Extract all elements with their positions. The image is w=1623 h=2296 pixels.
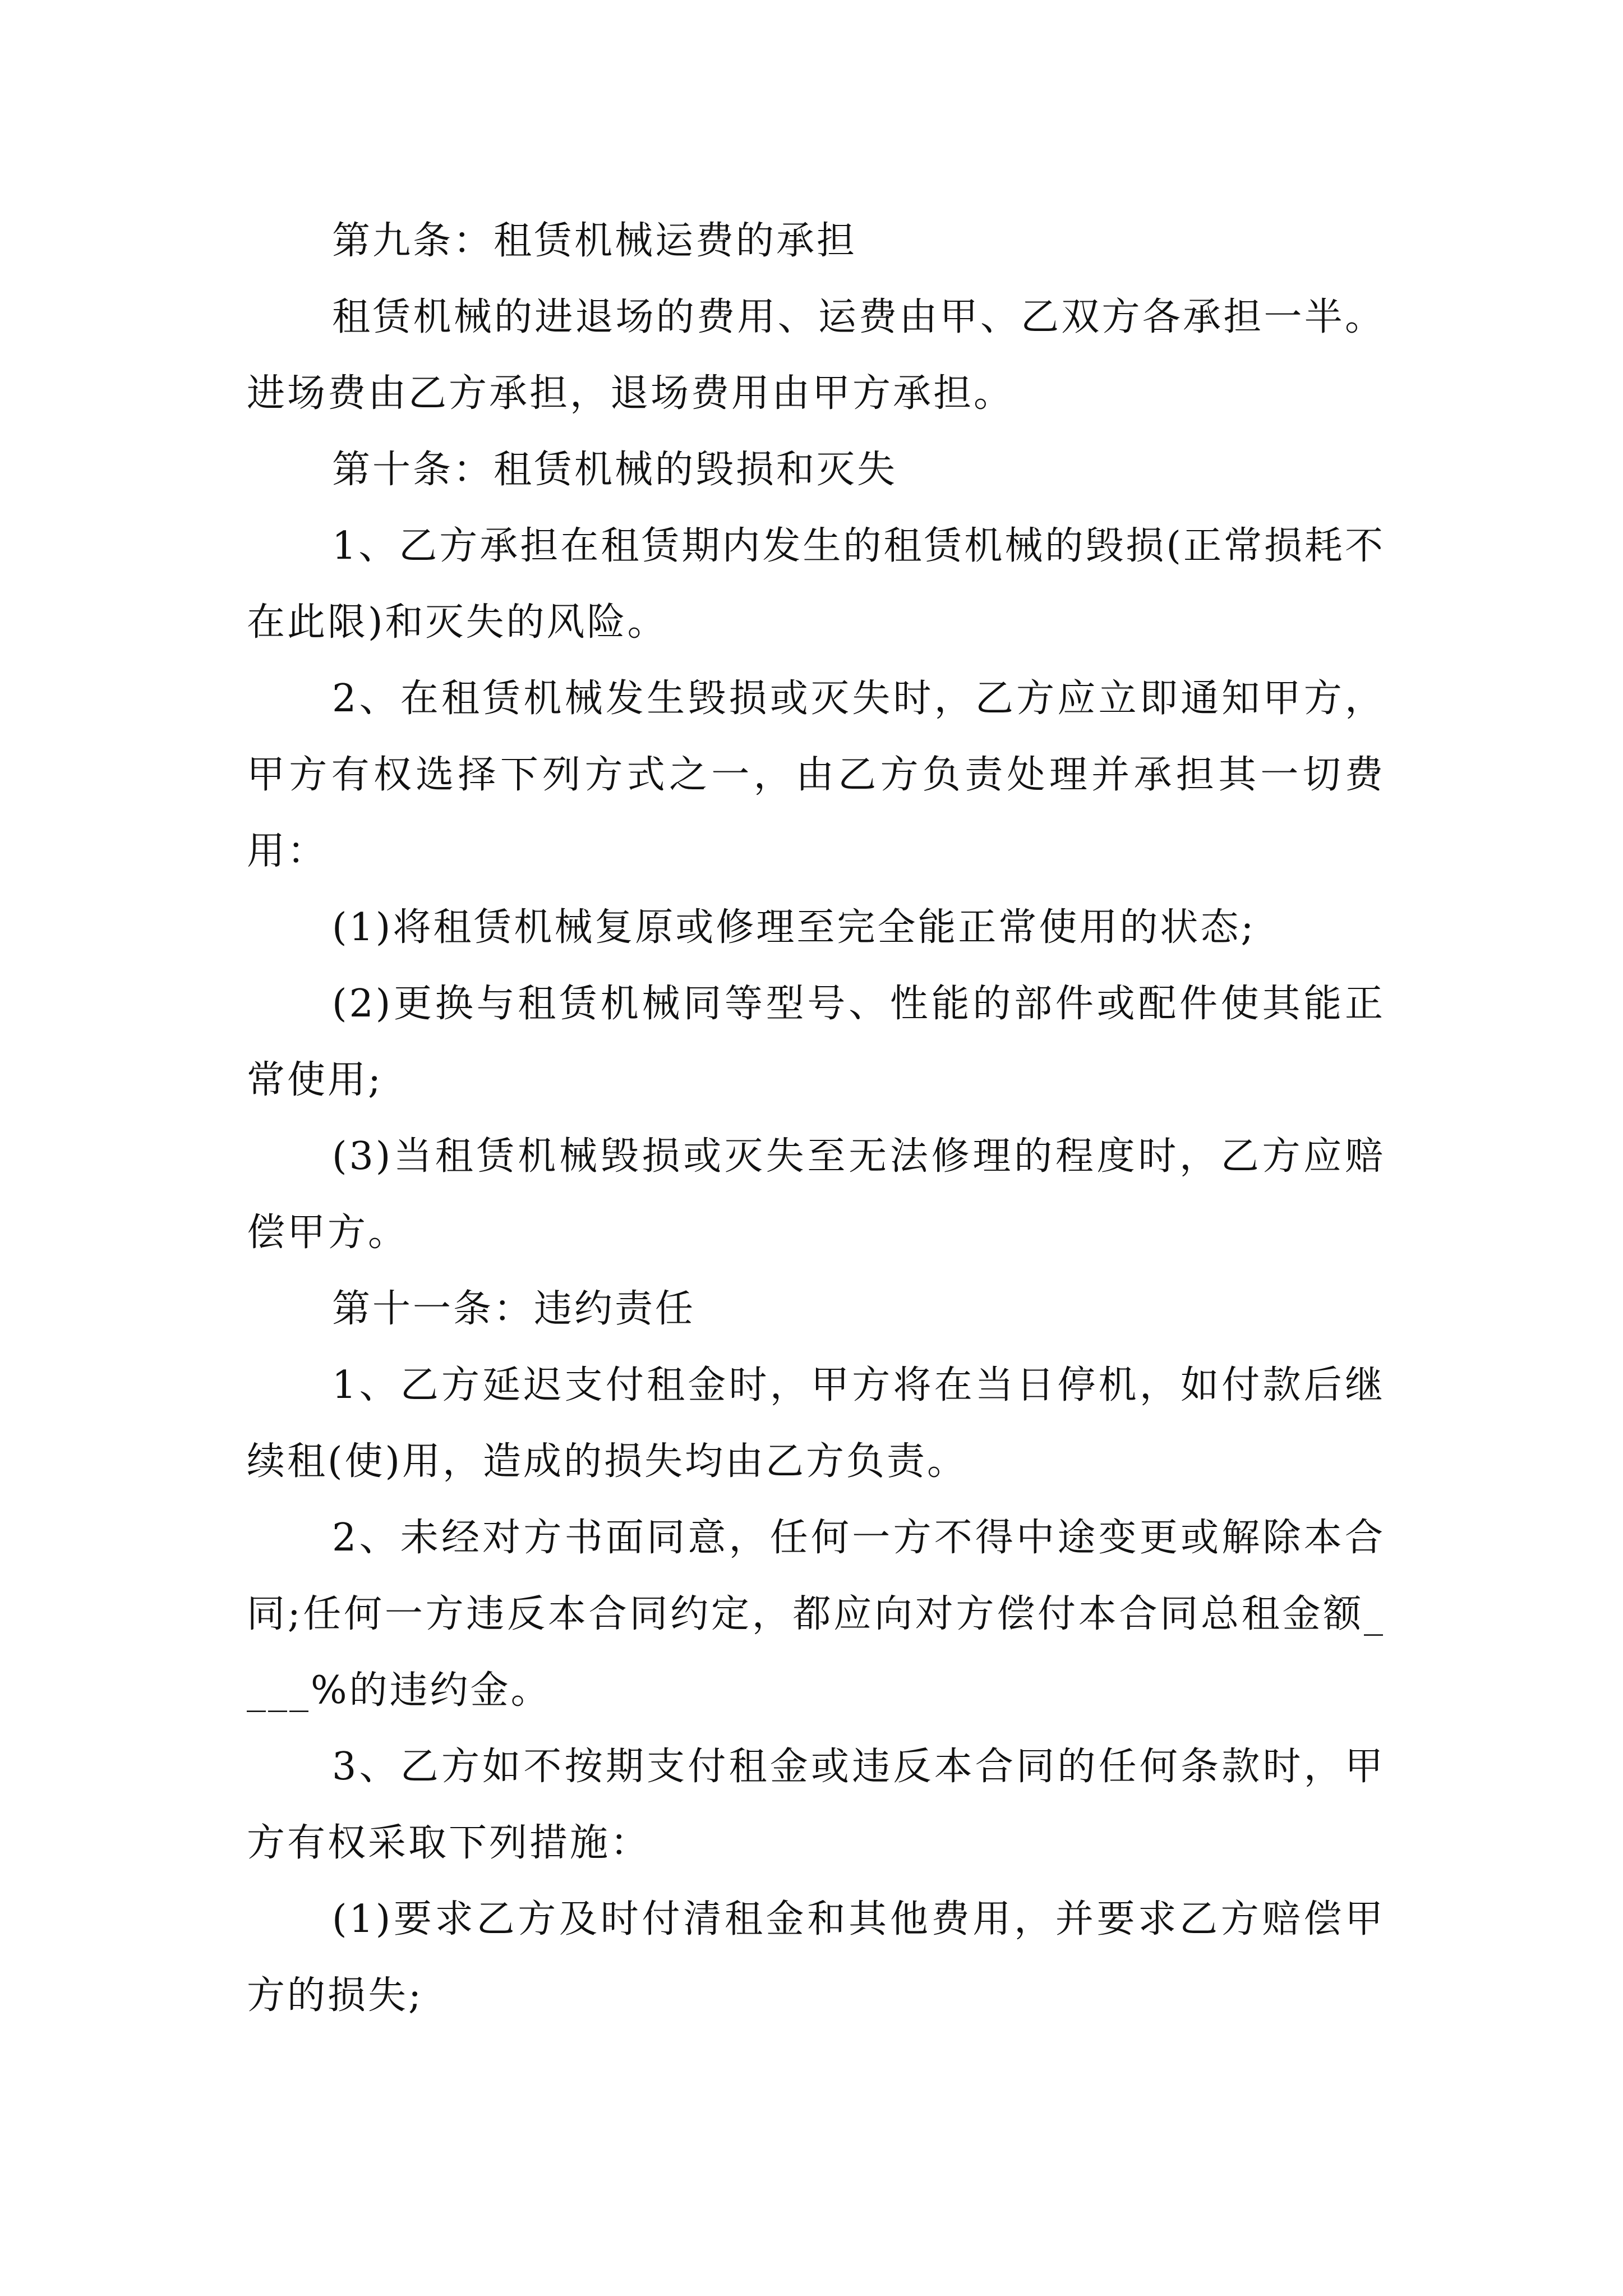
article-11-item-2: 2、未经对方书面同意，任何一方不得中途变更或解除本合同;任何一方违反本合同约定，都应向对方偿付本合同总租金额____%的违约金。 (247, 1516, 1385, 1713)
article-10-item-2: 2、在租赁机械发生毁损或灭失时，乙方应立即通知甲方，甲方有权选择下列方式之一，由乙方负责处理并承担其一切费用： (247, 677, 1385, 873)
article-10-item-2-sub-3: (3)当租赁机械毁损或灭失至无法修理的程度时，乙方应赔偿甲方。 (247, 1134, 1385, 1255)
article-11-item-1: 1、乙方延迟支付租金时，甲方将在当日停机，如付款后继续租(使)用，造成的损失均由乙方负责。 (247, 1363, 1385, 1484)
article-10-item-2-sub-2: (2)更换与租赁机械同等型号、性能的部件或配件使其能正常使用; (247, 982, 1385, 1102)
article-9-text: 租赁机械的进退场的费用、运费由甲、乙双方各承担一半。进场费由乙方承担，退场费用由甲方承担。 (247, 295, 1385, 416)
article-11-item-3-sub-1: (1)要求乙方及时付清租金和其他费用，并要求乙方赔偿甲方的损失; (247, 1897, 1385, 2018)
article-10-heading: 第十条：租赁机械的毁损和灭失 (332, 448, 898, 492)
document-body (247, 203, 1385, 2034)
article-10-item-1: 1、乙方承担在租赁期内发生的租赁机械的毁损(正常损耗不在此限)和灭失的风险。 (247, 524, 1385, 645)
article-10-item-2-sub-1: (1)将租赁机械复原或修理至完全能正常使用的状态; (332, 905, 1256, 950)
article-11-heading: 第十一条：违约责任 (332, 1287, 696, 1331)
article-11-item-3: 3、乙方如不按期支付租金或违反本合同的任何条款时，甲方有权采取下列措施： (247, 1745, 1385, 1865)
article-9-heading: 第九条：租赁机械运费的承担 (332, 219, 857, 263)
